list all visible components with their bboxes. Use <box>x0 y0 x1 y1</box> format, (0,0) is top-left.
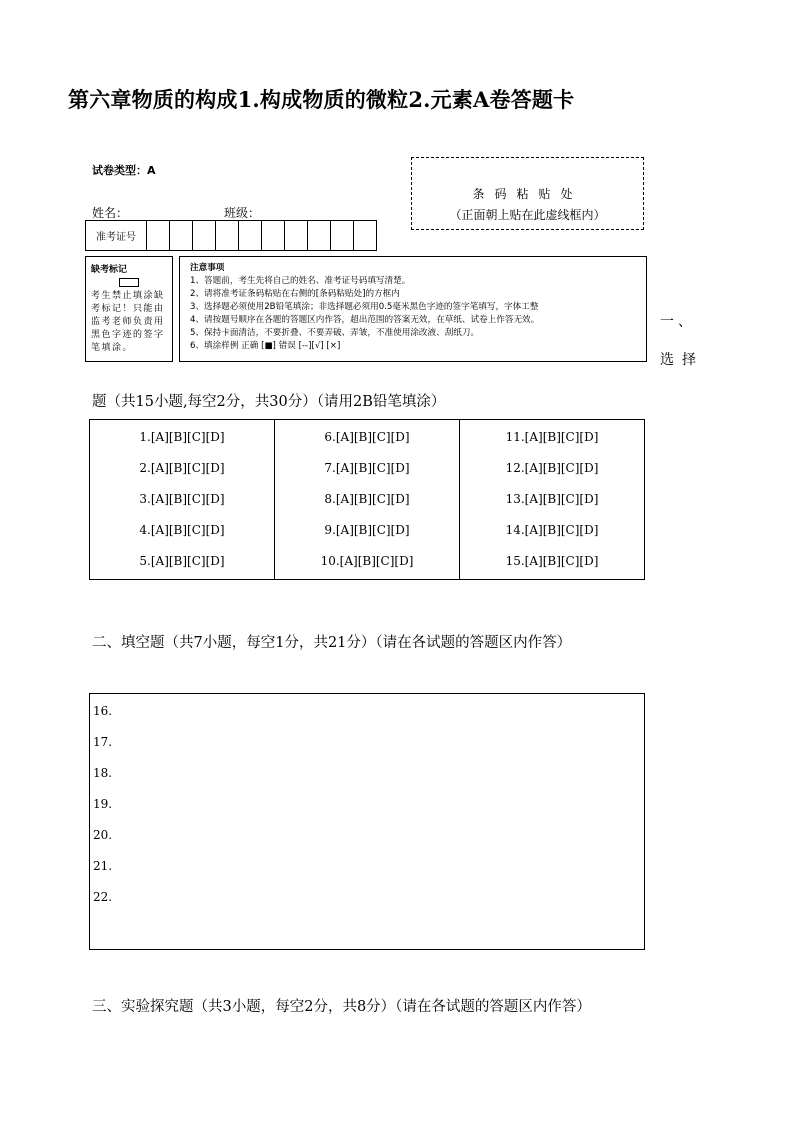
exam-id-cell[interactable] <box>239 221 262 250</box>
mcq-question[interactable]: 14.[A][B][C][D] <box>505 523 599 537</box>
name-class-row <box>92 204 358 221</box>
note-item: 2、请将准考证条码粘贴在右侧的[条码粘贴处]的方框内 <box>190 289 400 299</box>
mcq-question[interactable]: 15.[A][B][C][D] <box>505 554 599 568</box>
mcq-question[interactable]: 13.[A][B][C][D] <box>505 492 599 506</box>
fill-question: 22. <box>93 890 113 904</box>
absent-title: 缺考标记 <box>91 265 128 275</box>
mcq-question[interactable]: 12.[A][B][C][D] <box>505 461 599 475</box>
exam-id-cell[interactable] <box>308 221 331 250</box>
exam-id-cell[interactable] <box>262 221 285 250</box>
fill-question: 17. <box>93 735 113 749</box>
exam-id-cell[interactable] <box>354 221 376 250</box>
note-item: 1、答题前，考生先将自己的姓名、准考证号码填写清楚。 <box>190 276 411 286</box>
fill-question: 18. <box>93 766 113 780</box>
mcq-question[interactable]: 6.[A][B][C][D] <box>324 430 410 444</box>
mcq-question[interactable]: 9.[A][B][C][D] <box>324 523 410 537</box>
section1-heading-part: 选择 <box>660 352 704 368</box>
note-item: 5、保持卡面清洁，不要折叠、不要弄破、弄皱，不准使用涂改液、刮纸刀。 <box>190 328 480 338</box>
notes-box <box>179 256 647 362</box>
fill-question: 16. <box>93 704 113 718</box>
fill-question: 19. <box>93 797 113 811</box>
absent-mark-box <box>85 256 173 362</box>
exam-id-cell[interactable] <box>193 221 216 250</box>
note-item: 3、选择题必须使用2B铅笔填涂；非选择题必须用0.5毫米黑色字迹的签字笔填写，字体工整 <box>190 302 539 312</box>
mcq-column <box>460 420 644 579</box>
mcq-question[interactable]: 7.[A][B][C][D] <box>324 461 410 475</box>
exam-id-cell[interactable] <box>147 221 170 250</box>
barcode-title: 条码粘贴处 <box>472 187 583 201</box>
mcq-question[interactable]: 4.[A][B][C][D] <box>139 523 225 537</box>
exam-id-cell[interactable] <box>170 221 193 250</box>
fill-blank-area[interactable] <box>89 693 645 950</box>
class-label: 班级： <box>224 206 261 220</box>
section1-heading: 题（共15小题,每空2分，共30分）（请用2B铅笔填涂） <box>92 394 446 410</box>
notes-title: 注意事项 <box>190 263 225 273</box>
fill-question: 21. <box>93 859 113 873</box>
multiple-choice-grid <box>89 419 645 580</box>
mcq-question[interactable]: 8.[A][B][C][D] <box>324 492 410 506</box>
barcode-hint: （正面朝上贴在此虚线框内） <box>449 208 606 222</box>
page-title: 第六章物质的构成1.构成物质的微粒2.元素A卷答题卡 <box>68 87 575 112</box>
exam-id-cell[interactable] <box>285 221 308 250</box>
mcq-question[interactable]: 1.[A][B][C][D] <box>139 430 225 444</box>
section3-heading: 三、实验探究题（共3小题，每空2分，共8分）（请在各试题的答题区内作答） <box>92 999 591 1015</box>
exam-id-cell[interactable] <box>216 221 239 250</box>
section2-heading: 二、填空题（共7小题，每空1分，共21分）（请在各试题的答题区内作答） <box>92 635 572 651</box>
mcq-column <box>275 420 460 579</box>
fill-question: 20. <box>93 828 113 842</box>
barcode-area <box>411 157 644 230</box>
exam-id-label: 准考证号 <box>86 221 147 250</box>
mcq-question[interactable]: 5.[A][B][C][D] <box>139 554 225 568</box>
absent-description: 考生禁止填涂缺考标记！只能由监考老师负责用黑色字迹的签字笔填涂。 <box>91 291 165 353</box>
section1-heading-part: 一、 <box>660 314 696 330</box>
mcq-question[interactable]: 3.[A][B][C][D] <box>139 492 225 506</box>
mcq-column <box>90 420 275 579</box>
note-item: 6、填涂样例 正确 [■] 错误 [--][√] [×] <box>190 341 341 351</box>
absent-checkbox[interactable] <box>119 278 139 287</box>
note-item: 4、请按题号顺序在各题的答题区内作答，超出范围的答案无效，在草纸、试卷上作答无效。 <box>190 315 540 325</box>
mcq-question[interactable]: 11.[A][B][C][D] <box>505 430 599 444</box>
mcq-question[interactable]: 2.[A][B][C][D] <box>139 461 225 475</box>
mcq-question[interactable]: 10.[A][B][C][D] <box>320 554 414 568</box>
exam-type: 试卷类型：A <box>92 164 156 177</box>
exam-id-cell[interactable] <box>331 221 354 250</box>
exam-id-row <box>85 220 377 251</box>
name-label: 姓名： <box>92 206 129 220</box>
